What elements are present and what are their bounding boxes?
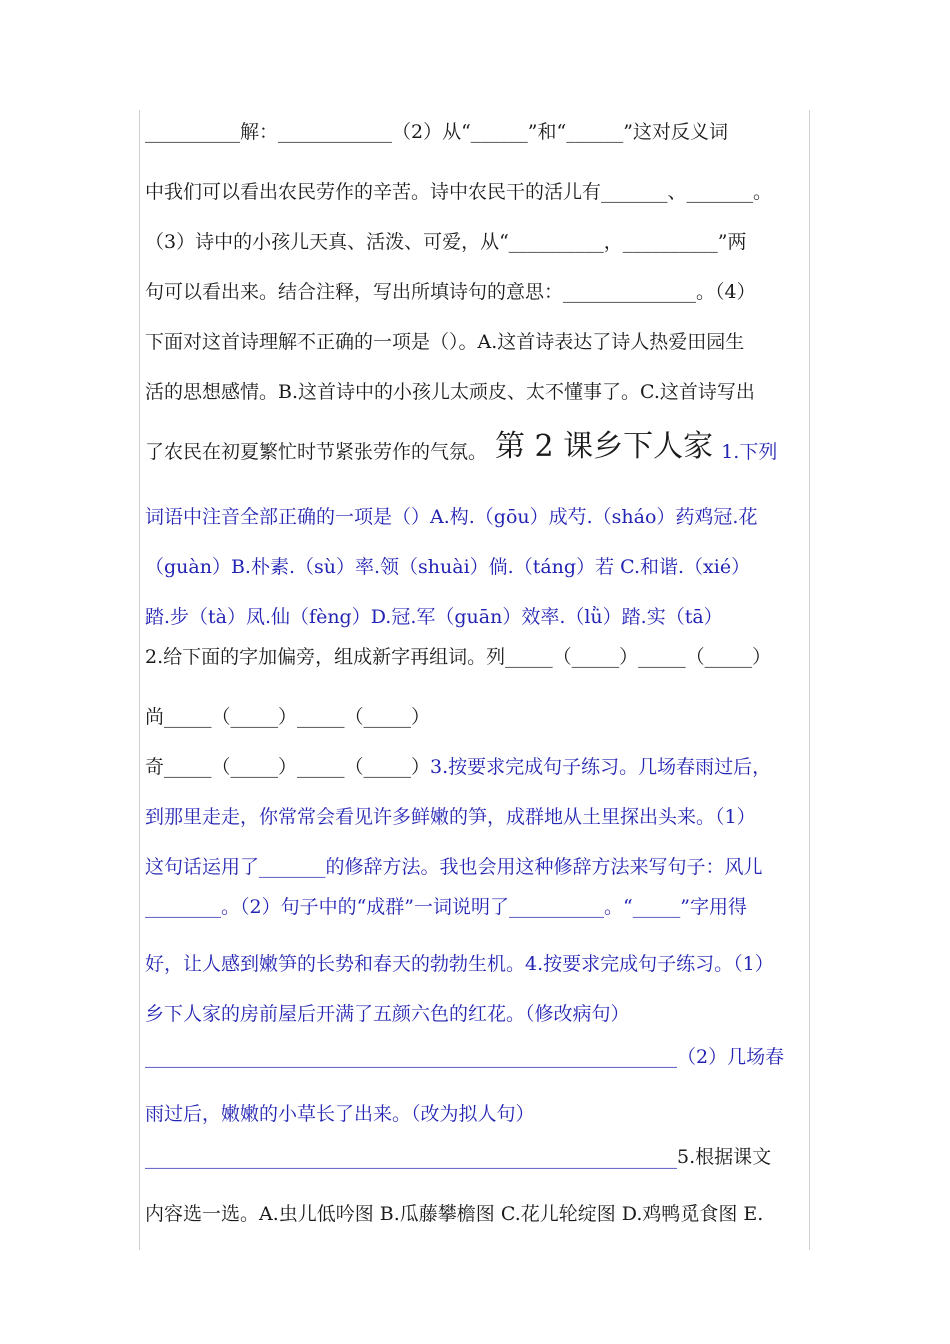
text-line — [145, 370, 810, 404]
text-line — [145, 1035, 810, 1069]
text-line — [145, 545, 810, 579]
text-segment: 到那里走走，你常常会看见许多鲜嫩的笋，成群地从土里探出头来。（1） — [145, 806, 756, 828]
text-line — [145, 1092, 810, 1126]
text-segment: 下面对这首诗理解不正确的一项是（）。A.这首诗表达了诗人热爱田园生 — [145, 331, 745, 353]
text-segment: 尚_____（_____）_____（_____） — [145, 706, 431, 728]
text-line — [145, 885, 810, 919]
text-line — [145, 1135, 810, 1169]
text-line — [145, 695, 810, 729]
text-segment: （3）诗中的小孩儿天真、活泼、可爱，从“__________，__________”两 — [145, 231, 747, 253]
text-line — [145, 942, 810, 976]
text-segment: 2.给下面的字加偏旁，组成新字再组词。列_____（_____）_____（_____） — [145, 646, 772, 668]
text-line — [145, 320, 810, 354]
text-segment: 好，让人感到嫩笋的长势和春天的勃勃生机。4.按要求完成句子练习。（1） — [145, 953, 774, 975]
text-line — [145, 595, 810, 629]
text-line — [145, 635, 810, 669]
text-segment: 活的思想感情。B.这首诗中的小孩儿太顽皮、太不懂事了。C.这首诗写出 — [145, 381, 755, 403]
text-segment: 1.下列 — [721, 441, 778, 463]
text-segment: 踏.步（tà）凤.仙（fèng）D.冠.军（guān）效率.（lǜ）踏.实（tā） — [145, 606, 723, 628]
text-segment: 5.根据课文 — [677, 1146, 772, 1168]
text-line — [145, 845, 810, 879]
text-segment: 3.按要求完成句子练习。几场春雨过后， — [430, 756, 772, 778]
text-segment: （guàn）B.朴素.（sù）率.领（shuài）倘.（táng）若 C.和谐.（xié） — [145, 556, 751, 578]
text-segment: ________。（2）句子中的“成群”一词说明了__________。“_____”字用得 — [145, 896, 747, 918]
text-segment: __________解：____________（2）从“______”和“______”这对反义词 — [145, 121, 728, 143]
text-segment: 内容选一选。A.虫儿低吟图 B.瓜藤攀檐图 C.花儿轮绽图 D.鸡鸭觅食图 E. — [145, 1203, 764, 1225]
text-line — [145, 495, 810, 529]
text-line — [145, 430, 810, 464]
text-segment: ________________________________________________________ — [145, 1147, 677, 1169]
text-segment: 奇_____（_____）_____（_____） — [145, 756, 431, 778]
text-segment: 乡下人家的房前屋后开满了五颜六色的红花。（修改病句） — [145, 1003, 630, 1025]
text-line — [145, 1192, 810, 1226]
text-segment: 句可以看出来。结合注释，写出所填诗句的意思：______________。（4） — [145, 281, 756, 303]
text-line — [145, 992, 810, 1026]
text-segment: ________________________________________________________（2）几场春 — [145, 1046, 785, 1068]
text-line — [145, 220, 810, 254]
text-line — [145, 270, 810, 304]
text-segment: 中我们可以看出农民劳作的辛苦。诗中农民干的活儿有_______、_______。 — [145, 181, 773, 203]
text-segment: 了农民在初夏繁忙时节紧张劳作的气氛。 — [145, 441, 488, 463]
text-segment: 雨过后，嫩嫩的小草长了出来。（改为拟人句） — [145, 1103, 535, 1125]
text-line — [145, 170, 810, 204]
lesson-title: 第 2 课乡下人家 — [495, 429, 714, 464]
text-line — [145, 795, 810, 829]
text-segment: 词语中注音全部正确的一项是（）A.构.（gōu）成芍.（sháo）药鸡冠.花 — [145, 506, 758, 528]
text-line — [145, 110, 810, 144]
text-segment: 这句话运用了_______的修辞方法。我也会用这种修辞方法来写句子：风儿 — [145, 856, 763, 878]
text-line — [145, 745, 810, 779]
